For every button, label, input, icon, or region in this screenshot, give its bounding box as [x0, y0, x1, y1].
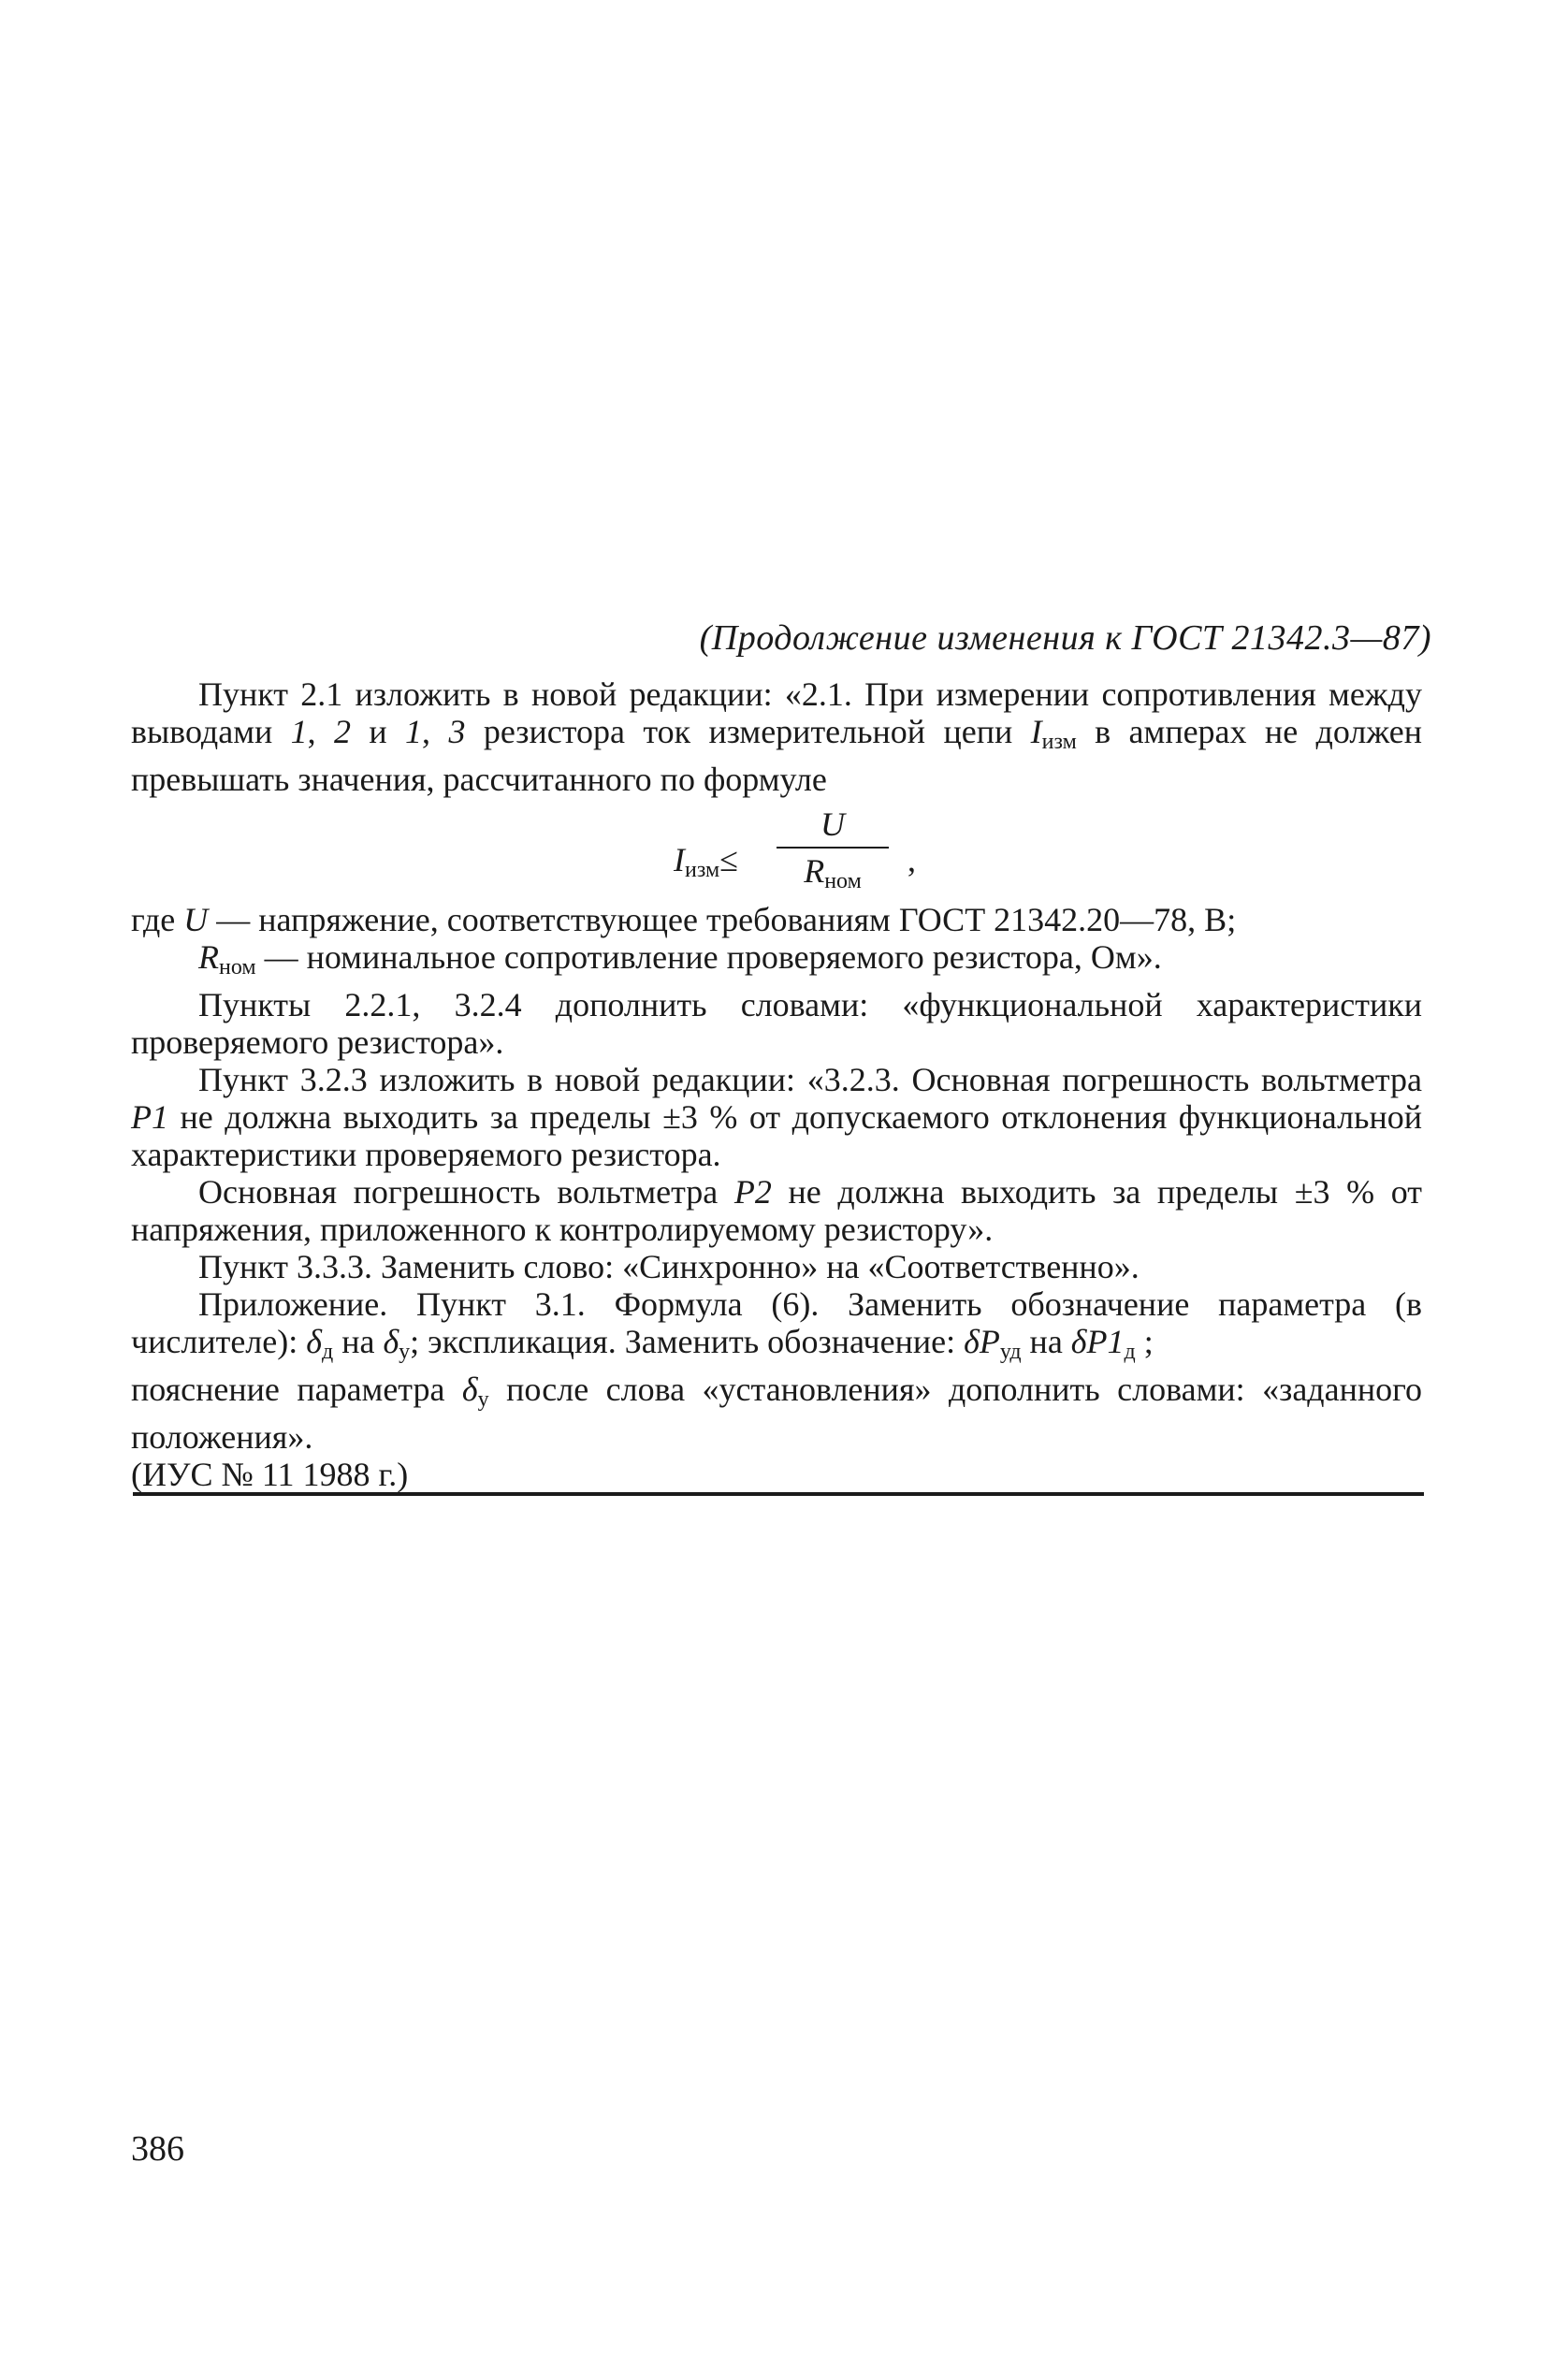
text: в амперах не должен превышать значения, рассчитанного по формуле: [131, 713, 1422, 798]
parameter-symbol: δP1: [1070, 1323, 1125, 1360]
separator: ,: [307, 713, 335, 750]
formula-current-symbol: I: [674, 841, 685, 878]
text: после слова «установления» дополнить словами: «заданного положения».: [131, 1371, 1422, 1456]
separator: и: [351, 713, 406, 750]
voltmeter-label: P2: [733, 1173, 772, 1211]
text: на: [333, 1323, 384, 1360]
page-number: 386: [131, 2129, 184, 2169]
explanation-u: [131, 901, 1422, 938]
fraction-bar: [777, 847, 889, 849]
continuation-header: (Продолжение изменения к ГОСТ 21342.3—87): [699, 618, 1431, 658]
paragraph-3-2-3: [131, 1061, 1422, 1173]
text: на: [1021, 1323, 1071, 1360]
formula-current-subscript: изм: [685, 858, 720, 882]
delta-symbol: δ: [383, 1323, 399, 1360]
voltmeter-label: P1: [131, 1098, 168, 1136]
formula-relation: ≤: [719, 841, 738, 878]
text: Основная погрешность вольтметра: [198, 1173, 734, 1211]
text: ;: [1135, 1323, 1154, 1360]
resistance-subscript: ном: [824, 869, 862, 893]
text: не должна выходить за пределы ±3 % от допускаемого отклонения функциональной характеристики проверяемого резистора.: [131, 1098, 1422, 1173]
delta-subscript: у: [477, 1387, 489, 1412]
explanation-r: [131, 938, 1422, 986]
terminal-number: 1: [290, 713, 308, 750]
paragraph-3-3-3: Пункт 3.3.3. Заменить слово: «Синхронно» на «Соответственно».: [198, 1248, 1140, 1285]
delta-symbol: δ: [461, 1371, 478, 1408]
formula-lhs: [674, 841, 738, 889]
where-word: где: [131, 901, 184, 938]
text: — номинальное сопротивление проверяемого резистора, Ом».: [255, 938, 1162, 976]
text: резистора ток измерительной цепи: [465, 713, 1031, 750]
formula-denominator: [777, 852, 889, 900]
delta-subscript: у: [399, 1340, 411, 1364]
paragraph-2-2-1: Пункты 2.2.1, 3.2.4 дополнить словами: «функциональной характеристики проверяемого резистора».: [131, 986, 1422, 1061]
source-reference: (ИУС № 11 1988 г.): [131, 1456, 409, 1493]
paragraph-error-p2: [131, 1173, 1422, 1248]
resistance-symbol: R: [804, 852, 825, 890]
terminal-number: 3: [448, 713, 466, 750]
resistance-subscript: ном: [219, 955, 256, 979]
text: — напряжение, соответствующее требованиям ГОСТ 21342.20—78, В;: [208, 901, 1237, 938]
text: не должна выходить за пределы ±3 % от напряжения, приложенного к контролируемому резистору».: [131, 1173, 1422, 1248]
formula-explanation: [131, 901, 1422, 986]
formula-comma: ,: [907, 841, 916, 878]
horizontal-rule: [133, 1492, 1424, 1496]
text: Приложение. Пункт 3.1. Формула (6). Заменить обозначение параметра (в числителе):: [131, 1285, 1422, 1360]
document-body: [131, 675, 1422, 1493]
text: Пункт 3.2.3 изложить в новой редакции: «3.2.3. Основная погрешность вольтметра: [198, 1061, 1422, 1098]
terminal-number: 2: [334, 713, 352, 750]
text: ; экспликация. Заменить обозначение:: [410, 1323, 965, 1360]
terminal-number: 1: [405, 713, 423, 750]
formula: [131, 805, 1422, 895]
paragraph-explanation-delta: [131, 1371, 1422, 1456]
paragraph-2-1: [131, 675, 1422, 798]
formula-fraction: [777, 805, 889, 900]
delta-subscript: д: [321, 1340, 334, 1364]
text: пояснение параметра: [131, 1371, 462, 1408]
current-subscript: изм: [1041, 730, 1077, 754]
voltage-symbol: U: [183, 901, 209, 938]
parameter-subscript: уд: [999, 1340, 1022, 1364]
text: Пункт 2.1 изложить в новой редакции: «2.1. При измерении сопротивления между выводами: [131, 675, 1422, 750]
formula-numerator: U: [820, 805, 845, 843]
parameter-subscript: д: [1124, 1340, 1136, 1364]
paragraph-appendix: [131, 1285, 1422, 1371]
current-symbol: I: [1030, 713, 1042, 750]
resistance-symbol: R: [198, 938, 219, 976]
delta-symbol: δ: [306, 1323, 322, 1360]
separator: ,: [422, 713, 449, 750]
parameter-symbol: δP: [964, 1323, 1000, 1360]
